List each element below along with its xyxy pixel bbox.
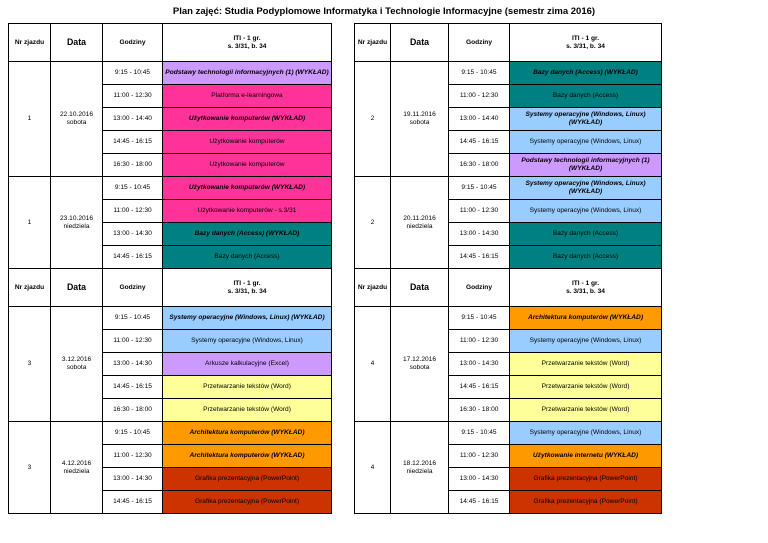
- subject-cell: Architektura komputerów (WYKŁAD): [163, 422, 332, 445]
- subject-cell: Podstawy technologii informacyjnych (1) (WYKŁAD): [510, 154, 662, 177]
- schedule-row: [9, 177, 332, 200]
- subject-cell: Bazy danych (Access): [510, 85, 662, 108]
- header-group: [510, 24, 662, 62]
- time-slot: 13:00 - 14:40: [449, 108, 510, 131]
- time-slot: 16:30 - 18:00: [103, 154, 163, 177]
- time-slot: 11:00 - 12:30: [103, 445, 163, 468]
- header-room: s. 3/31, b. 34: [227, 42, 267, 50]
- time-slot: 11:00 - 12:30: [103, 85, 163, 108]
- header-nr-zjazdu: Nr zjazdu: [9, 24, 51, 62]
- subject-cell: Systemy operacyjne (Windows, Linux): [510, 131, 662, 154]
- subject-cell: Systemy operacyjne (Windows, Linux): [163, 330, 332, 353]
- schedule-row: [9, 422, 332, 445]
- subject-cell: Bazy danych (Access): [510, 246, 662, 269]
- header-data: Data: [51, 24, 103, 62]
- header-group-name: ITI - 1 gr.: [233, 34, 261, 42]
- schedule-row: [355, 307, 662, 330]
- session-date: 3.12.2016: [61, 356, 92, 364]
- schedule-table-4: [354, 268, 662, 514]
- time-slot: 16:30 - 18:00: [449, 399, 510, 422]
- subject-cell: Użytkowanie komputerów: [163, 131, 332, 154]
- subject-cell: Przetwarzanie tekstów (Word): [510, 353, 662, 376]
- time-slot: 11:00 - 12:30: [103, 330, 163, 353]
- session-day: niedziela: [406, 467, 433, 475]
- subject-cell: Platforma e-learningowa: [163, 85, 332, 108]
- subject-cell: Systemy operacyjne (Windows, Linux) (WYKŁAD): [510, 177, 662, 200]
- subject-cell: Grafika prezentacyjna (PowerPoint): [163, 491, 332, 514]
- time-slot: 16:30 - 18:00: [449, 154, 510, 177]
- session-day: sobota: [66, 119, 87, 126]
- schedule-row: [9, 307, 332, 330]
- subject-cell: Przetwarzanie tekstów (Word): [163, 376, 332, 399]
- subject-cell: Bazy danych (Access): [163, 246, 332, 269]
- schedule-row: [9, 62, 332, 85]
- session-date: 20.11.2016: [403, 214, 436, 222]
- session-day: niedziela: [63, 467, 90, 475]
- time-slot: 14:45 - 16:15: [103, 131, 163, 154]
- header-row: [9, 24, 332, 62]
- subject-cell: Grafika prezentacyjna (PowerPoint): [510, 468, 662, 491]
- time-slot: 9:15 - 10:45: [103, 422, 163, 445]
- schedule-row: [355, 422, 662, 445]
- time-slot: 13:00 - 14:30: [449, 353, 510, 376]
- session-date-cell: [391, 62, 449, 177]
- subject-cell: Użytkowanie internetu (WYKŁAD): [510, 445, 662, 468]
- session-date-cell: [51, 307, 103, 422]
- session-date-cell: [391, 307, 449, 422]
- time-slot: 9:15 - 10:45: [449, 177, 510, 200]
- subject-cell: Bazy danych (Access): [510, 223, 662, 246]
- header-nr-zjazdu: Nr zjazdu: [355, 269, 391, 307]
- session-day: niedziela: [63, 222, 90, 230]
- header-group-name: ITI - 1 gr.: [571, 34, 600, 42]
- session-date-cell: [51, 422, 103, 514]
- schedule-row: [355, 177, 662, 200]
- schedule-row: [355, 62, 662, 85]
- subject-cell: Grafika prezentacyjna (PowerPoint): [510, 491, 662, 514]
- header-group-name: ITI - 1 gr.: [233, 279, 261, 287]
- subject-cell: Użytkowanie komputerów - s.3/31: [163, 200, 332, 223]
- header-group: [163, 24, 332, 62]
- header-nr-zjazdu: Nr zjazdu: [355, 24, 391, 62]
- time-slot: 14:45 - 16:15: [103, 376, 163, 399]
- time-slot: 11:00 - 12:30: [103, 200, 163, 223]
- time-slot: 11:00 - 12:30: [449, 85, 510, 108]
- time-slot: 9:15 - 10:45: [449, 62, 510, 85]
- time-slot: 9:15 - 10:45: [449, 422, 510, 445]
- page-title: Plan zajęć: Studia Podyplomowe Informatyka i Technologie Informacyjne (semestr zima 2016): [172, 6, 596, 17]
- session-date-cell: [391, 422, 449, 514]
- session-date: 19.11.2016: [403, 111, 436, 119]
- session-number: 3: [9, 422, 51, 514]
- session-day: niedziela: [406, 222, 433, 230]
- session-number: 1: [9, 177, 51, 269]
- time-slot: 9:15 - 10:45: [103, 177, 163, 200]
- header-row: [9, 269, 332, 307]
- header-group: [163, 269, 332, 307]
- subject-cell: Systemy operacyjne (Windows, Linux): [510, 422, 662, 445]
- time-slot: 16:30 - 18:00: [103, 399, 163, 422]
- header-row: [355, 24, 662, 62]
- time-slot: 9:15 - 10:45: [103, 62, 163, 85]
- time-slot: 9:15 - 10:45: [449, 307, 510, 330]
- subject-cell: Użytkowanie komputerów (WYKŁAD): [163, 177, 332, 200]
- session-day: sobota: [409, 119, 430, 126]
- time-slot: 14:45 - 16:15: [449, 376, 510, 399]
- session-date-cell: [51, 62, 103, 177]
- time-slot: 14:45 - 16:15: [449, 491, 510, 514]
- subject-cell: Architektura komputerów (WYKŁAD): [510, 307, 662, 330]
- time-slot: 13:00 - 14:30: [449, 468, 510, 491]
- header-godziny: Godziny: [449, 269, 510, 307]
- time-slot: 9:15 - 10:45: [103, 307, 163, 330]
- schedule-table-3: [8, 268, 332, 514]
- time-slot: 13:00 - 14:40: [103, 108, 163, 131]
- header-godziny: Godziny: [449, 24, 510, 62]
- time-slot: 14:45 - 16:15: [103, 246, 163, 269]
- subject-cell: Grafika prezentacyjna (PowerPoint): [163, 468, 332, 491]
- subject-cell: Systemy operacyjne (Windows, Linux): [510, 200, 662, 223]
- header-data: Data: [391, 24, 449, 62]
- subject-cell: Arkusze kalkulacyjne (Excel): [163, 353, 332, 376]
- schedule-table-1: [8, 23, 332, 269]
- subject-cell: Przetwarzanie tekstów (Word): [510, 399, 662, 422]
- session-date: 22.10.2016: [59, 111, 93, 119]
- session-date: 4.12.2016: [61, 459, 92, 467]
- session-date: 23.10.2016: [59, 214, 93, 222]
- header-room: s. 3/31, b. 34: [566, 287, 605, 295]
- session-number: 2: [355, 177, 391, 269]
- header-row: [355, 269, 662, 307]
- time-slot: 13:00 - 14:30: [103, 468, 163, 491]
- session-date-cell: [51, 177, 103, 269]
- header-group-name: ITI - 1 gr.: [571, 279, 600, 287]
- schedule-table-2: [354, 23, 662, 269]
- time-slot: 11:00 - 12:30: [449, 445, 510, 468]
- time-slot: 14:45 - 16:15: [449, 246, 510, 269]
- subject-cell: Bazy danych (Access) (WYKŁAD): [163, 223, 332, 246]
- header-godziny: Godziny: [103, 24, 163, 62]
- session-number: 3: [9, 307, 51, 422]
- session-date-cell: [391, 177, 449, 269]
- header-nr-zjazdu: Nr zjazdu: [9, 269, 51, 307]
- subject-cell: Podstawy technologii informacyjnych (1) (WYKŁAD): [163, 62, 332, 85]
- subject-cell: Bazy danych (Access) (WYKŁAD): [510, 62, 662, 85]
- session-number: 2: [355, 62, 391, 177]
- header-godziny: Godziny: [103, 269, 163, 307]
- session-date: 18.12.2016: [402, 459, 436, 467]
- time-slot: 11:00 - 12:30: [449, 330, 510, 353]
- header-data: Data: [391, 269, 449, 307]
- session-day: sobota: [409, 364, 430, 371]
- subject-cell: Systemy operacyjne (Windows, Linux) (WYKŁAD): [163, 307, 332, 330]
- time-slot: 11:00 - 12:30: [449, 200, 510, 223]
- time-slot: 14:45 - 16:15: [103, 491, 163, 514]
- time-slot: 13:00 - 14:30: [103, 223, 163, 246]
- time-slot: 13:00 - 14:30: [103, 353, 163, 376]
- session-number: 1: [9, 62, 51, 177]
- session-number: 4: [355, 307, 391, 422]
- session-day: sobota: [66, 364, 87, 371]
- subject-cell: Przetwarzanie tekstów (Word): [510, 376, 662, 399]
- header-room: s. 3/31, b. 34: [227, 287, 267, 295]
- subject-cell: Użytkowanie komputerów: [163, 154, 332, 177]
- subject-cell: Architektura komputerów (WYKŁAD): [163, 445, 332, 468]
- header-room: s. 3/31, b. 34: [566, 42, 605, 50]
- subject-cell: Systemy operacyjne (Windows, Linux): [510, 330, 662, 353]
- subject-cell: Systemy operacyjne (Windows, Linux) (WYKŁAD): [510, 108, 662, 131]
- time-slot: 14:45 - 16:15: [449, 131, 510, 154]
- subject-cell: Przetwarzanie tekstów (Word): [163, 399, 332, 422]
- session-date: 17.12.2016: [402, 356, 436, 364]
- session-number: 4: [355, 422, 391, 514]
- header-data: Data: [51, 269, 103, 307]
- header-group: [510, 269, 662, 307]
- time-slot: 13:00 - 14:30: [449, 223, 510, 246]
- subject-cell: Użytkowanie komputerów (WYKŁAD): [163, 108, 332, 131]
